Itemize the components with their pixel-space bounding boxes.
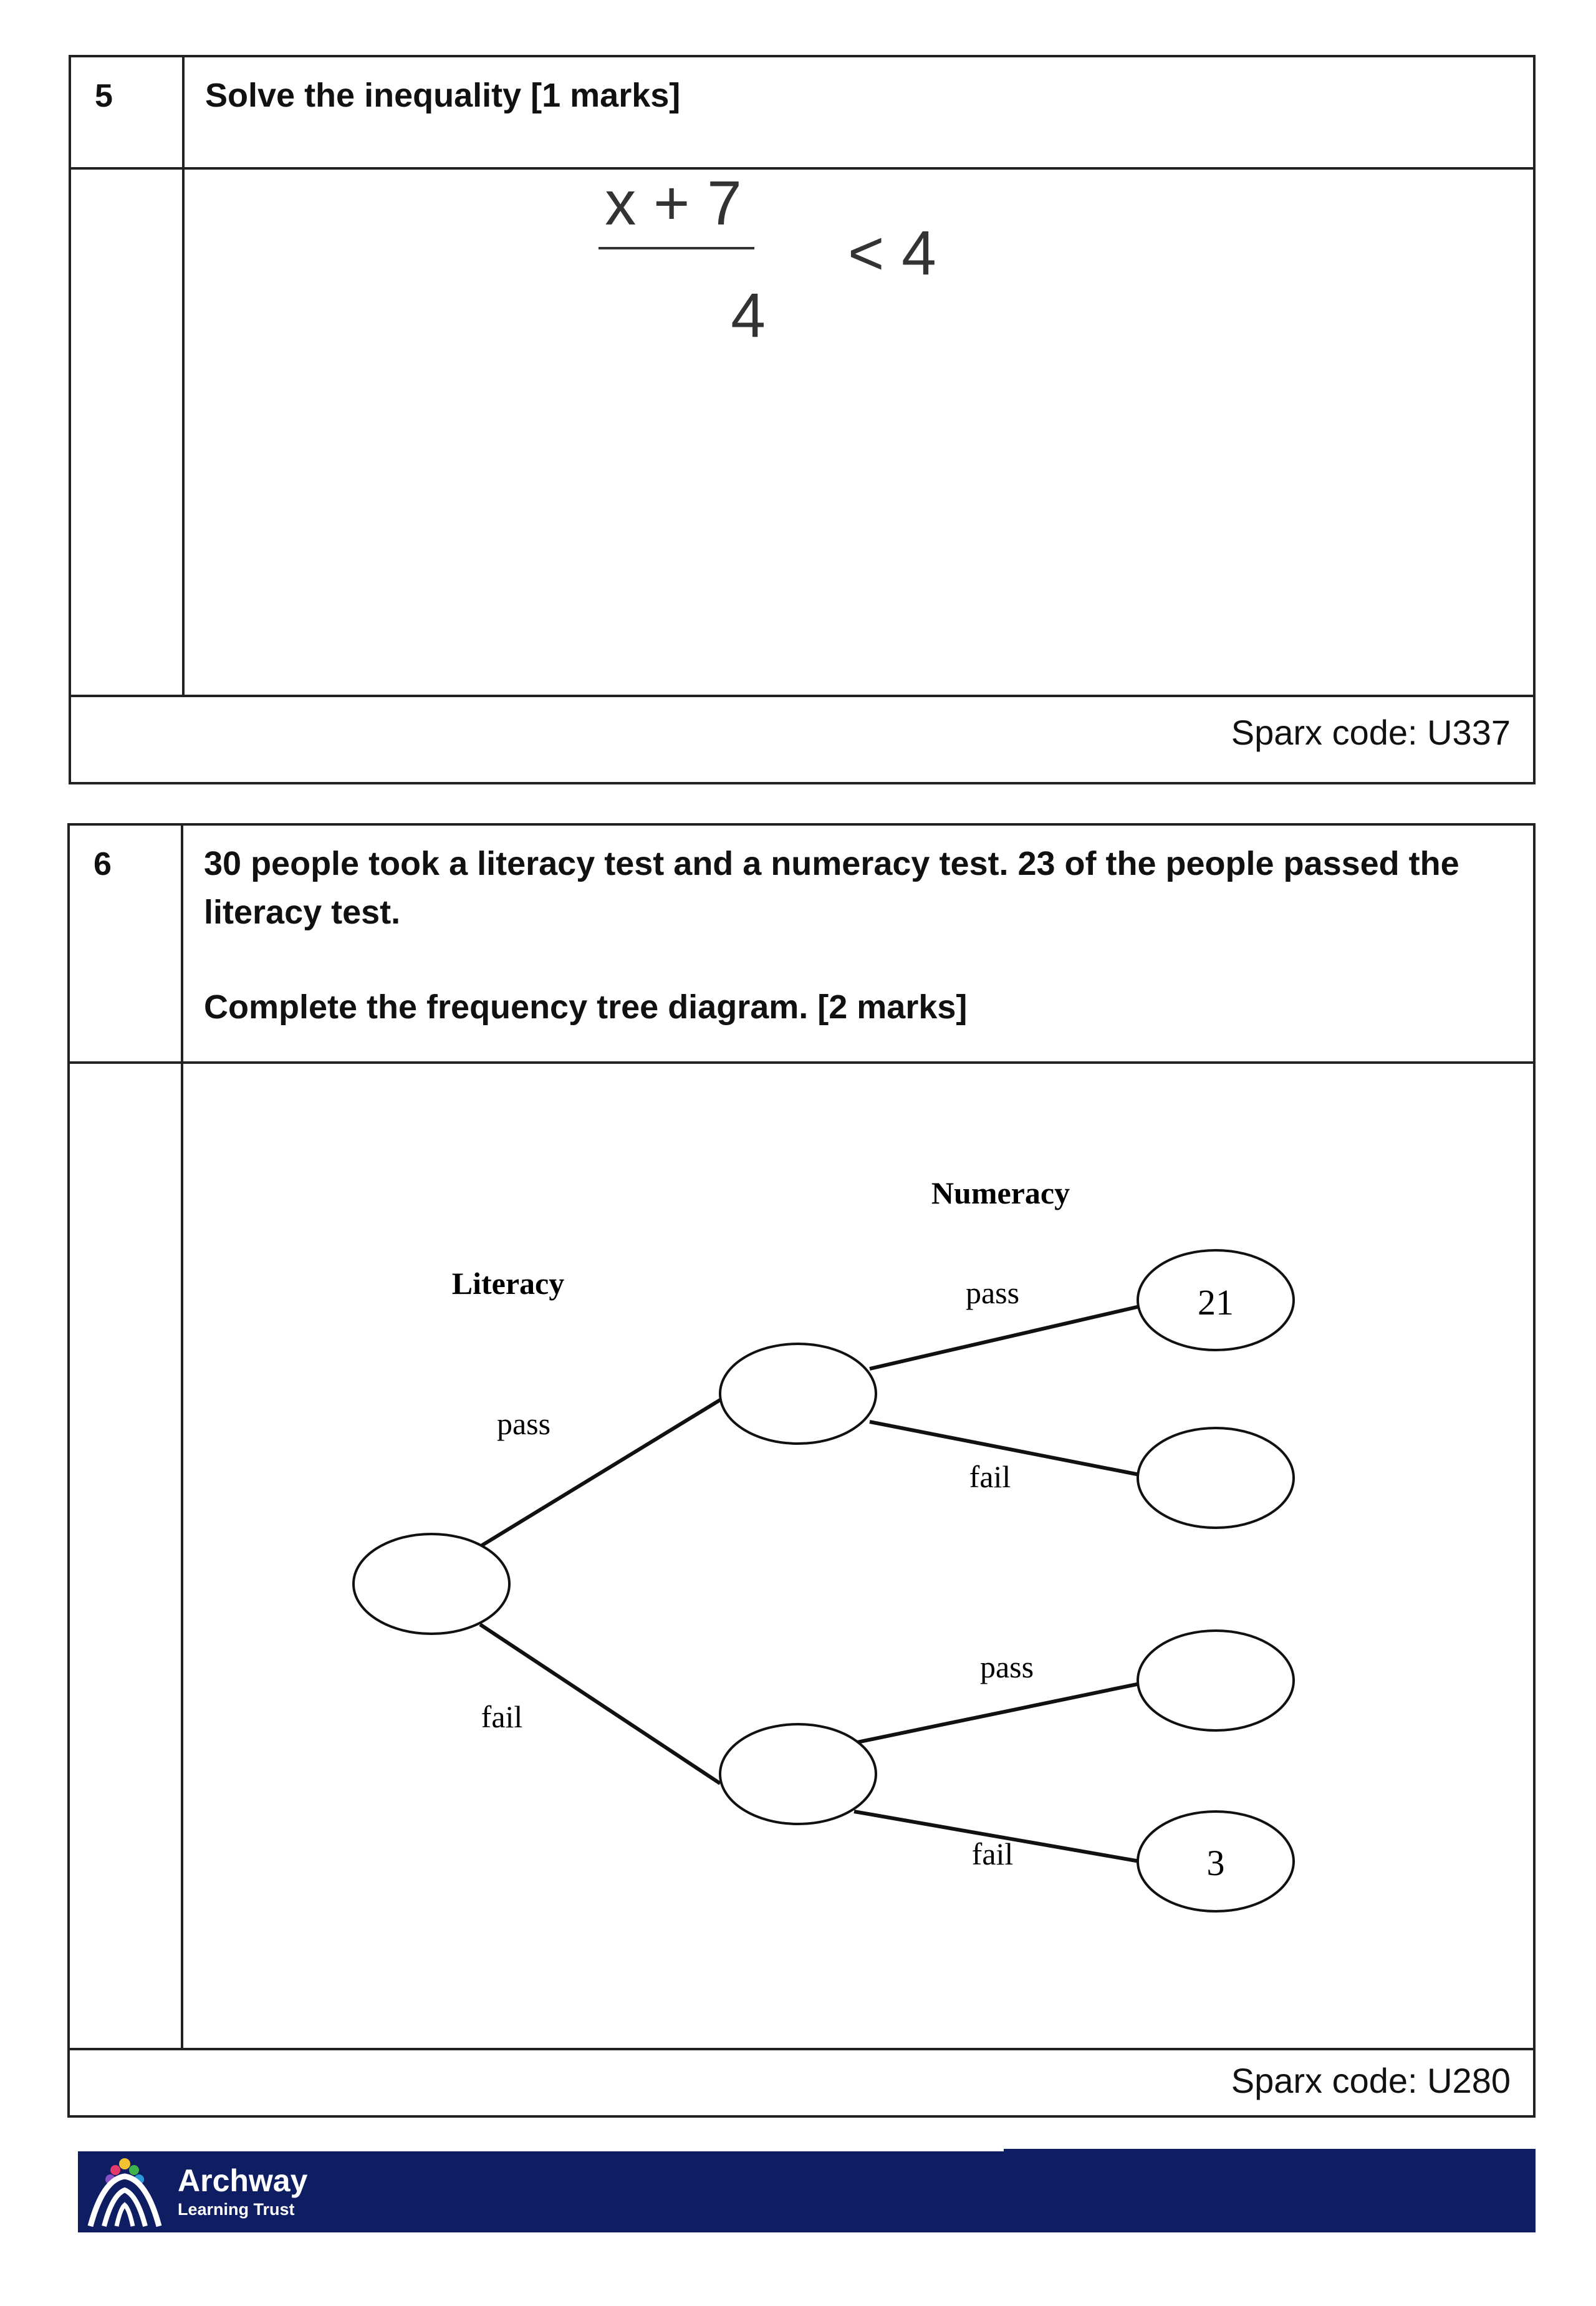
column-divider: [181, 826, 183, 2050]
literacy-pass-node[interactable]: [720, 1344, 876, 1444]
literacy-heading: Literacy: [451, 1266, 565, 1301]
leaf-node-fail-pass[interactable]: [1138, 1631, 1294, 1730]
fraction-denominator: 4: [731, 281, 766, 350]
inequality-expression: [598, 150, 948, 355]
root-node[interactable]: [353, 1534, 509, 1634]
question-number: 6: [94, 846, 112, 882]
branch-label-literacy-fail: fail: [481, 1699, 523, 1734]
literacy-fail-node[interactable]: [720, 1724, 876, 1824]
branch-label-upper-fail: fail: [969, 1459, 1011, 1494]
inequality-rhs: < 4: [848, 218, 936, 288]
branch-label-upper-pass: pass: [965, 1275, 1020, 1310]
sparx-code: Sparx code: U280: [1231, 2061, 1511, 2100]
leaf-value-fail-fail: 3: [1206, 1843, 1225, 1883]
branch-line: [854, 1684, 1140, 1743]
leaf-value-pass-pass: 21: [1198, 1282, 1234, 1323]
question-prompt: 30 people took a literacy test and a numeracy test. 23 of the people passed the literacy test.: [204, 845, 1459, 931]
row-divider: [70, 1061, 1533, 1064]
question-prompt: Solve the inequality [1 marks]: [205, 77, 681, 114]
archway-arch-icon: [78, 2151, 171, 2232]
sparx-code: Sparx code: U337: [1231, 713, 1511, 752]
question-instruction: Complete the frequency tree diagram. [2 marks]: [204, 988, 968, 1026]
logo-title: Archway: [178, 2163, 308, 2198]
leaf-node-pass-fail[interactable]: [1138, 1428, 1294, 1528]
branch-label-lower-fail: fail: [971, 1836, 1014, 1871]
row-divider: [71, 695, 1533, 697]
column-divider: [182, 57, 185, 697]
branch-label-literacy-pass: pass: [496, 1406, 551, 1441]
logo-subtitle: Learning Trust: [178, 2200, 295, 2219]
frequency-tree-diagram: [262, 1154, 1334, 1964]
branch-label-lower-pass: pass: [979, 1649, 1034, 1684]
question-number: 5: [95, 78, 113, 114]
row-divider: [70, 2048, 1533, 2050]
archway-logo: [78, 2151, 315, 2232]
branch-line: [870, 1306, 1140, 1369]
numeracy-heading: Numeracy: [931, 1175, 1070, 1210]
fraction-numerator: x + 7: [605, 168, 742, 238]
